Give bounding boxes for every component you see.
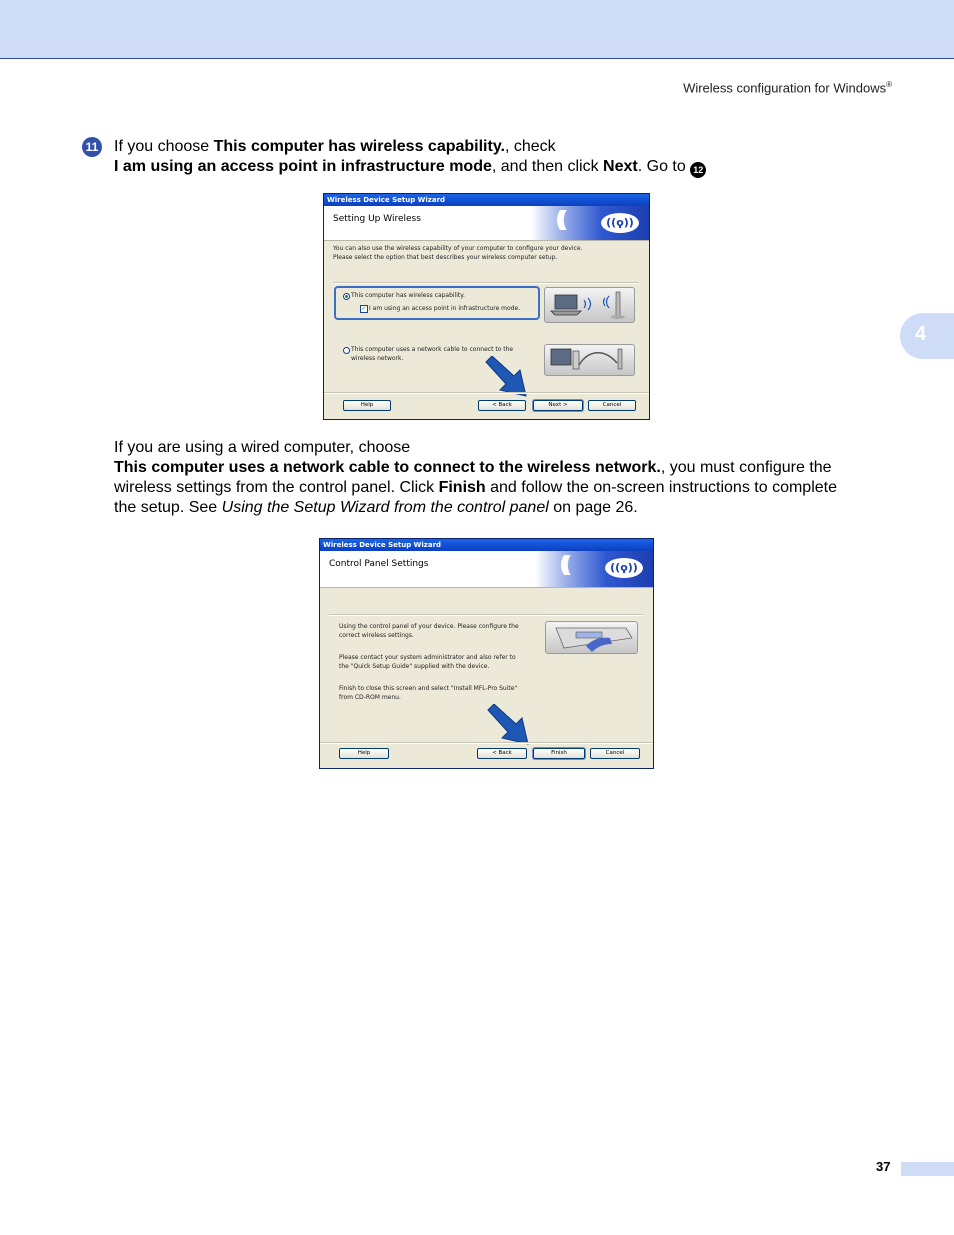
text-run: wireless settings from the control panel. Click xyxy=(114,479,439,496)
control-text-2b: the "Quick Setup Guide" supplied with the device. xyxy=(339,663,490,670)
wireless-logo xyxy=(535,551,653,587)
help-button[interactable]: Help xyxy=(343,400,391,411)
intro-line-2: Please select the option that best describes your wireless computer setup. xyxy=(333,254,558,261)
control-text-1b: correct wireless settings. xyxy=(339,632,414,639)
option-wireless-label: This computer has wireless capability. xyxy=(351,292,465,299)
page-number: 37 xyxy=(876,1159,891,1174)
top-band xyxy=(0,0,954,59)
button-separator xyxy=(324,392,649,394)
control-text-2a: Please contact your system administrator and also refer to xyxy=(339,654,516,661)
checkbox-infrastructure-mode[interactable]: ✓ xyxy=(361,305,367,312)
control-text-3b: from CD-ROM menu. xyxy=(339,694,401,701)
printer-panel-icon xyxy=(546,622,637,653)
back-button[interactable]: < Back xyxy=(478,400,526,411)
text-run: If you choose xyxy=(114,138,214,155)
step-11-marker: 11 xyxy=(82,137,102,157)
back-button[interactable]: < Back xyxy=(477,748,527,759)
next-button[interactable]: Next > xyxy=(533,400,583,411)
dialog-titlebar: Wireless Device Setup Wizard xyxy=(320,539,653,551)
device-control-panel-image xyxy=(545,621,638,654)
text-run: and follow the on-screen instructions to complete xyxy=(485,479,837,496)
step-12-marker: 12 xyxy=(690,162,706,178)
setup-wizard-dialog-control-panel xyxy=(319,538,654,769)
page-tab xyxy=(901,1162,954,1176)
dialog-header xyxy=(320,551,653,588)
separator xyxy=(333,282,639,284)
wireless-logo-icon: ((ϙ)) xyxy=(601,213,639,233)
control-text-1a: Using the control panel of your device. Please configure the xyxy=(339,623,519,630)
setup-wizard-dialog-wireless xyxy=(323,193,650,420)
wireless-logo xyxy=(531,206,649,240)
dialog-header-title: Control Panel Settings xyxy=(329,559,429,569)
desktop-cable-icon xyxy=(545,345,634,375)
help-button[interactable]: Help xyxy=(339,748,389,759)
text-run: , you must configure the xyxy=(660,459,832,476)
running-head-text: Wireless configuration for Windows xyxy=(683,80,887,96)
running-head xyxy=(683,80,892,95)
step-11-line-2 xyxy=(114,157,706,178)
wired-line-2 xyxy=(114,458,832,478)
bold-run: Finish xyxy=(438,479,486,496)
wired-line-4 xyxy=(114,498,638,518)
chapter-tab xyxy=(900,313,954,359)
text-run: If you are using a wired computer, choose xyxy=(114,439,411,456)
bold-run: Next xyxy=(603,158,638,175)
wireless-rings-icon: (((( xyxy=(559,553,566,578)
control-text-3a: Finish to close this screen and select "Install MFL-Pro Suite" xyxy=(339,685,518,692)
registered-mark: ® xyxy=(886,80,892,89)
dialog-header xyxy=(324,206,649,241)
text-run: , check xyxy=(504,138,556,155)
cancel-button[interactable]: Cancel xyxy=(588,400,636,411)
laptop-access-point-icon xyxy=(545,288,634,322)
wireless-logo-icon: ((ϙ)) xyxy=(605,558,643,578)
option-cable-line-2: wireless network. xyxy=(351,355,404,362)
step-11-line-1 xyxy=(114,137,556,157)
text-run: , and then click xyxy=(491,158,604,175)
radio-network-cable[interactable] xyxy=(343,347,350,354)
text-run: the setup. See xyxy=(114,499,222,516)
bold-run: I am using an access point in infrastructure mode xyxy=(114,158,492,175)
bold-run: This computer uses a network cable to connect to the wireless network. xyxy=(114,459,661,476)
wired-line-1 xyxy=(114,438,410,458)
reference-link[interactable]: Using the Setup Wizard from the control panel xyxy=(221,499,549,516)
checkbox-infrastructure-label: I am using an access point in infrastructure mode. xyxy=(369,305,521,312)
dialog-header-title: Setting Up Wireless xyxy=(333,214,421,224)
arrow-pointer-icon xyxy=(486,704,532,746)
cancel-button[interactable]: Cancel xyxy=(590,748,640,759)
radio-wireless-capability[interactable] xyxy=(343,293,350,300)
finish-button[interactable]: Finish xyxy=(533,748,585,759)
wired-computer-image xyxy=(544,344,635,376)
text-run: . Go to xyxy=(637,158,691,175)
button-separator xyxy=(320,742,653,744)
wired-line-3 xyxy=(114,478,837,498)
separator xyxy=(329,614,643,616)
text-run: on page 26. xyxy=(548,499,638,516)
chapter-number: 4 xyxy=(915,323,927,345)
wireless-laptop-image xyxy=(544,287,635,323)
option-cable-line-1: This computer uses a network cable to connect to the xyxy=(351,346,514,353)
dialog-titlebar: Wireless Device Setup Wizard xyxy=(324,194,649,206)
wireless-rings-icon: (((( xyxy=(555,208,562,233)
bold-run: This computer has wireless capability. xyxy=(213,138,505,155)
intro-line-1: You can also use the wireless capability of your computer to configure your device. xyxy=(333,245,583,252)
